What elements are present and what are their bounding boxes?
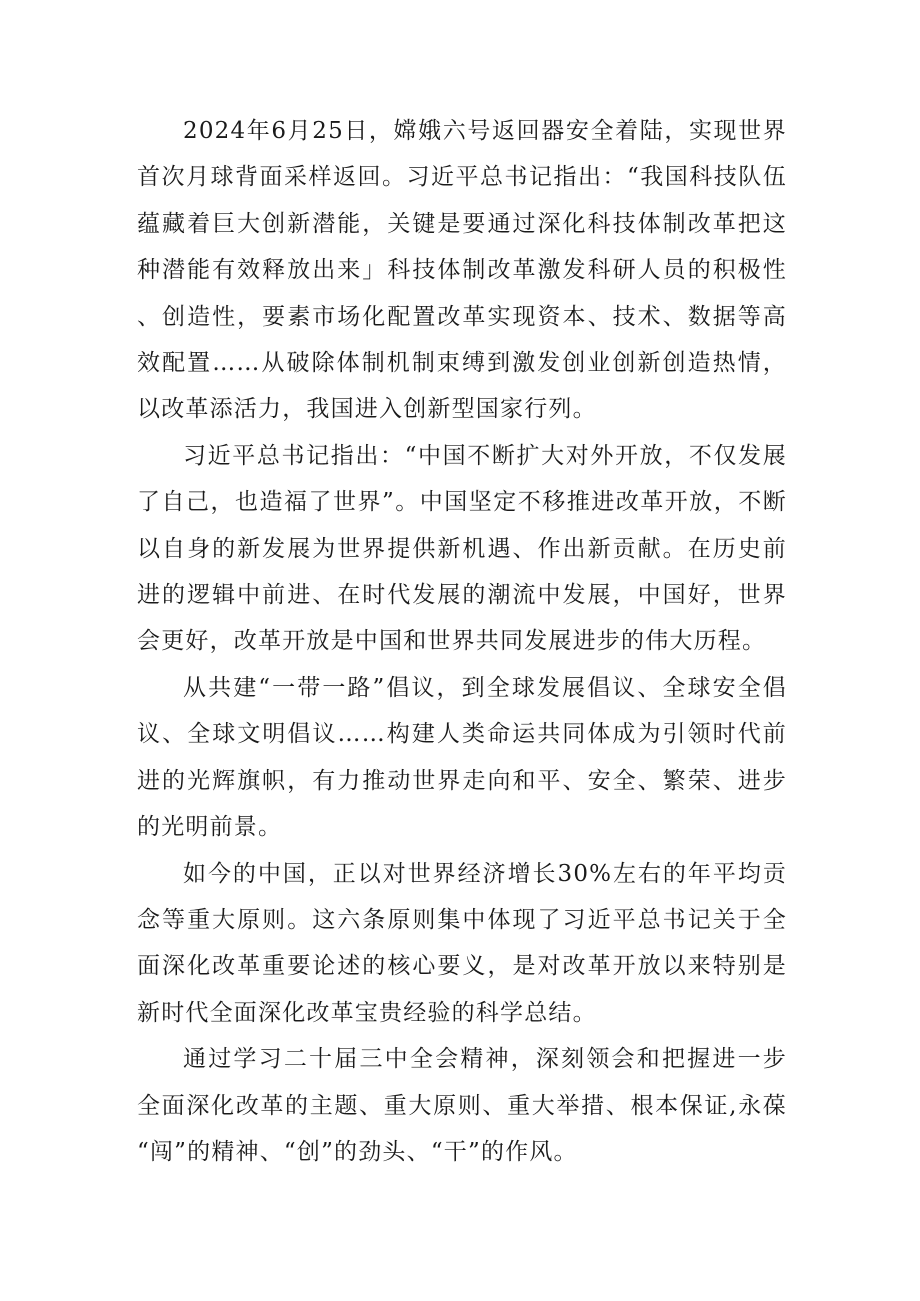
paragraph-belt-and-road: 从共建“一带一路”倡议，到全球发展倡议、全球安全倡议、全球文明倡议……构建人类命运共同体成为引领时代前进的光辉旗帜，有力推动世界走向和平、安全、繁荣、进步的光明前景。	[137, 674, 787, 841]
paragraph-study-plenum: 通过学习二十届三中全会精神，深刻领会和把握进一步全面深化改革的主题、重大原则、重大举措、根本保证,永葆“闯”的精神、“创”的劲头、“干”的作风。	[137, 1046, 787, 1165]
paragraph-opening-up: 习近平总书记指出：“中国不断扩大对外开放，不仅发展了自己，也造福了世界”。中国坚定不移推进改革开放，不断以自身的新发展为世界提供新机遇、作出新贡献。在历史前进的逻辑中前进、在时代发展的潮流中发展，中国好，世界会更好，改革开放是中国和世界共同发展进步的伟大历程。	[137, 442, 787, 655]
paragraph-chang-e-6: 2024年6月25日，嫦娥六号返回器安全着陆，实现世界首次月球背面采样返回。习近平总书记指出：“我国科技队伍蕴藏着巨大创新潜能，关键是要通过深化科技体制改革把这种潜能有效释放出来」科技体制改革激发科研人员的积极性、创造性，要素市场化配置改革实现资本、技术、数据等高效配置……从破除体制机制束缚到激发创业创新创造热情，以改革添活力，我国进入创新型国家行列。	[137, 118, 787, 423]
document-body	[137, 108, 787, 1175]
paragraph-today-china: 如今的中国，正以对世界经济增长30%左右的年平均贡念等重大原则。这六条原则集中体现了习近平总书记关于全面深化改革重要论述的核心要义，是对改革开放以来特别是新时代全面深化改革宝贵经验的科学总结。	[137, 860, 787, 1026]
